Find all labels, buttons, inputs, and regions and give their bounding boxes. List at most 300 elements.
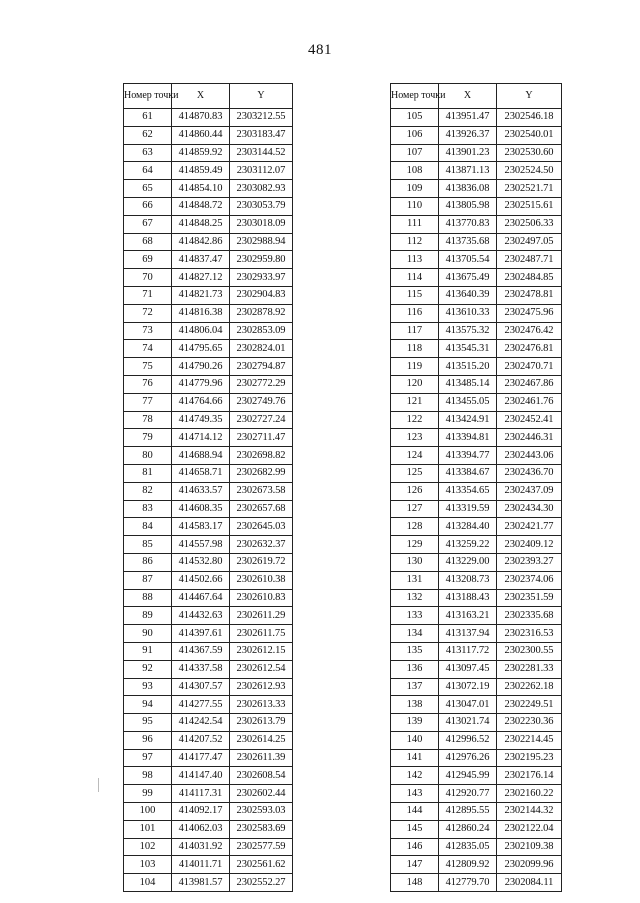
- table-row: [391, 838, 562, 856]
- table-body-left: [124, 109, 293, 892]
- point-number-cell: 114: [391, 269, 439, 287]
- table-row: [391, 696, 562, 714]
- table-row: [124, 642, 293, 660]
- x-coordinate-cell: 414367.59: [172, 642, 230, 660]
- point-number-cell: 143: [391, 785, 439, 803]
- x-coordinate-cell: 414790.26: [172, 358, 230, 376]
- x-coordinate-cell: 414608.35: [172, 500, 230, 518]
- table-row: [391, 251, 562, 269]
- y-coordinate-cell: 2303082.93: [230, 180, 293, 198]
- y-coordinate-cell: 2302657.68: [230, 500, 293, 518]
- point-number-cell: 146: [391, 838, 439, 856]
- y-coordinate-cell: 2302612.54: [230, 660, 293, 678]
- table-row: [124, 269, 293, 287]
- point-number-cell: 148: [391, 874, 439, 892]
- y-coordinate-cell: 2302436.70: [497, 464, 562, 482]
- x-coordinate-cell: 414848.25: [172, 215, 230, 233]
- x-coordinate-cell: 414337.58: [172, 660, 230, 678]
- table-row: [124, 411, 293, 429]
- y-coordinate-cell: 2302933.97: [230, 269, 293, 287]
- header-point-number: Номер точки: [391, 84, 439, 109]
- x-coordinate-cell: 413137.94: [439, 625, 497, 643]
- point-number-cell: 91: [124, 642, 172, 660]
- x-coordinate-cell: 413836.08: [439, 180, 497, 198]
- table-row: [124, 607, 293, 625]
- table-row: [124, 340, 293, 358]
- point-number-cell: 120: [391, 375, 439, 393]
- point-number-cell: 121: [391, 393, 439, 411]
- x-coordinate-cell: 414242.54: [172, 714, 230, 732]
- table-row: [391, 589, 562, 607]
- x-coordinate-cell: 414764.66: [172, 393, 230, 411]
- point-number-cell: 131: [391, 571, 439, 589]
- scan-artifact: [98, 778, 99, 792]
- table-row: [391, 553, 562, 571]
- table-row: [124, 322, 293, 340]
- y-coordinate-cell: 2302452.41: [497, 411, 562, 429]
- x-coordinate-cell: 412835.05: [439, 838, 497, 856]
- point-number-cell: 90: [124, 625, 172, 643]
- y-coordinate-cell: 2302698.82: [230, 447, 293, 465]
- table-row: [391, 304, 562, 322]
- point-number-cell: 142: [391, 767, 439, 785]
- y-coordinate-cell: 2302794.87: [230, 358, 293, 376]
- y-coordinate-cell: 2302262.18: [497, 678, 562, 696]
- point-number-cell: 119: [391, 358, 439, 376]
- table-row: [391, 358, 562, 376]
- y-coordinate-cell: 2302515.61: [497, 197, 562, 215]
- x-coordinate-cell: 414779.96: [172, 375, 230, 393]
- y-coordinate-cell: 2302195.23: [497, 749, 562, 767]
- x-coordinate-cell: 413981.57: [172, 874, 230, 892]
- x-coordinate-cell: 414816.38: [172, 304, 230, 322]
- point-number-cell: 124: [391, 447, 439, 465]
- point-number-cell: 88: [124, 589, 172, 607]
- x-coordinate-cell: 413951.47: [439, 109, 497, 127]
- point-number-cell: 98: [124, 767, 172, 785]
- x-coordinate-cell: 413675.49: [439, 269, 497, 287]
- point-number-cell: 61: [124, 109, 172, 127]
- x-coordinate-cell: 412996.52: [439, 731, 497, 749]
- table-row: [124, 215, 293, 233]
- point-number-cell: 100: [124, 803, 172, 821]
- table-body-right: [391, 109, 562, 892]
- table-row: [391, 464, 562, 482]
- table-row: [124, 625, 293, 643]
- table-row: [391, 820, 562, 838]
- point-number-cell: 71: [124, 286, 172, 304]
- table-row: [391, 340, 562, 358]
- y-coordinate-cell: 2302099.96: [497, 856, 562, 874]
- point-number-cell: 70: [124, 269, 172, 287]
- table-row: [391, 429, 562, 447]
- y-coordinate-cell: 2302335.68: [497, 607, 562, 625]
- point-number-cell: 134: [391, 625, 439, 643]
- y-coordinate-cell: 2302421.77: [497, 518, 562, 536]
- point-number-cell: 125: [391, 464, 439, 482]
- table-row: [391, 482, 562, 500]
- table-row: [391, 126, 562, 144]
- point-number-cell: 112: [391, 233, 439, 251]
- x-coordinate-cell: 414532.80: [172, 553, 230, 571]
- point-number-cell: 111: [391, 215, 439, 233]
- y-coordinate-cell: 2302470.71: [497, 358, 562, 376]
- table-row: [124, 571, 293, 589]
- table-row: [124, 180, 293, 198]
- y-coordinate-cell: 2302612.15: [230, 642, 293, 660]
- y-coordinate-cell: 2302583.69: [230, 820, 293, 838]
- y-coordinate-cell: 2302853.09: [230, 322, 293, 340]
- y-coordinate-cell: 2303144.52: [230, 144, 293, 162]
- x-coordinate-cell: 413545.31: [439, 340, 497, 358]
- y-coordinate-cell: 2302878.92: [230, 304, 293, 322]
- table-row: [124, 109, 293, 127]
- y-coordinate-cell: 2302824.01: [230, 340, 293, 358]
- x-coordinate-cell: 414633.57: [172, 482, 230, 500]
- y-coordinate-cell: 2302524.50: [497, 162, 562, 180]
- y-coordinate-cell: 2302300.55: [497, 642, 562, 660]
- x-coordinate-cell: 412976.26: [439, 749, 497, 767]
- x-coordinate-cell: 413229.00: [439, 553, 497, 571]
- x-coordinate-cell: 414011.71: [172, 856, 230, 874]
- y-coordinate-cell: 2302614.25: [230, 731, 293, 749]
- y-coordinate-cell: 2302611.75: [230, 625, 293, 643]
- x-coordinate-cell: 413163.21: [439, 607, 497, 625]
- point-number-cell: 68: [124, 233, 172, 251]
- point-number-cell: 145: [391, 820, 439, 838]
- point-number-cell: 78: [124, 411, 172, 429]
- y-coordinate-cell: 2302461.76: [497, 393, 562, 411]
- x-coordinate-cell: 414842.86: [172, 233, 230, 251]
- point-number-cell: 127: [391, 500, 439, 518]
- y-coordinate-cell: 2303053.79: [230, 197, 293, 215]
- x-coordinate-cell: 414827.12: [172, 269, 230, 287]
- x-coordinate-cell: 413901.23: [439, 144, 497, 162]
- table-row: [391, 269, 562, 287]
- point-number-cell: 92: [124, 660, 172, 678]
- y-coordinate-cell: 2302176.14: [497, 767, 562, 785]
- point-number-cell: 69: [124, 251, 172, 269]
- y-coordinate-cell: 2303112.07: [230, 162, 293, 180]
- y-coordinate-cell: 2302749.76: [230, 393, 293, 411]
- y-coordinate-cell: 2302476.81: [497, 340, 562, 358]
- x-coordinate-cell: 412809.92: [439, 856, 497, 874]
- x-coordinate-cell: 413424.91: [439, 411, 497, 429]
- header-y: Y: [230, 84, 293, 109]
- table-row: [124, 286, 293, 304]
- point-number-cell: 140: [391, 731, 439, 749]
- table-row: [124, 714, 293, 732]
- y-coordinate-cell: 2302109.38: [497, 838, 562, 856]
- point-number-cell: 85: [124, 536, 172, 554]
- coordinates-table-left: [123, 83, 293, 892]
- point-number-cell: 82: [124, 482, 172, 500]
- y-coordinate-cell: 2302577.59: [230, 838, 293, 856]
- x-coordinate-cell: 413047.01: [439, 696, 497, 714]
- point-number-cell: 64: [124, 162, 172, 180]
- x-coordinate-cell: 413515.20: [439, 358, 497, 376]
- y-coordinate-cell: 2302613.33: [230, 696, 293, 714]
- table-row: [124, 251, 293, 269]
- point-number-cell: 87: [124, 571, 172, 589]
- table-row: [124, 464, 293, 482]
- x-coordinate-cell: 414859.49: [172, 162, 230, 180]
- y-coordinate-cell: 2302602.44: [230, 785, 293, 803]
- table-row: [391, 874, 562, 892]
- y-coordinate-cell: 2302904.83: [230, 286, 293, 304]
- x-coordinate-cell: 412895.55: [439, 803, 497, 821]
- y-coordinate-cell: 2302484.85: [497, 269, 562, 287]
- x-coordinate-cell: 414859.92: [172, 144, 230, 162]
- point-number-cell: 97: [124, 749, 172, 767]
- point-number-cell: 136: [391, 660, 439, 678]
- x-coordinate-cell: 413072.19: [439, 678, 497, 696]
- table-row: [124, 553, 293, 571]
- header-x: X: [172, 84, 230, 109]
- y-coordinate-cell: 2302521.71: [497, 180, 562, 198]
- table-row: [124, 696, 293, 714]
- y-coordinate-cell: 2302446.31: [497, 429, 562, 447]
- table-row: [391, 180, 562, 198]
- x-coordinate-cell: 414658.71: [172, 464, 230, 482]
- y-coordinate-cell: 2302608.54: [230, 767, 293, 785]
- table-header-row: [391, 84, 562, 109]
- point-number-cell: 147: [391, 856, 439, 874]
- y-coordinate-cell: 2302409.12: [497, 536, 562, 554]
- y-coordinate-cell: 2302613.79: [230, 714, 293, 732]
- table-row: [391, 571, 562, 589]
- table-row: [391, 393, 562, 411]
- table-row: [124, 536, 293, 554]
- y-coordinate-cell: 2302988.94: [230, 233, 293, 251]
- x-coordinate-cell: 414854.10: [172, 180, 230, 198]
- header-x: X: [439, 84, 497, 109]
- y-coordinate-cell: 2302593.03: [230, 803, 293, 821]
- x-coordinate-cell: 414031.92: [172, 838, 230, 856]
- point-number-cell: 72: [124, 304, 172, 322]
- x-coordinate-cell: 413735.68: [439, 233, 497, 251]
- x-coordinate-cell: 414837.47: [172, 251, 230, 269]
- x-coordinate-cell: 414714.12: [172, 429, 230, 447]
- x-coordinate-cell: 413770.83: [439, 215, 497, 233]
- table-row: [391, 215, 562, 233]
- y-coordinate-cell: 2302393.27: [497, 553, 562, 571]
- y-coordinate-cell: 2302249.51: [497, 696, 562, 714]
- table-row: [391, 803, 562, 821]
- point-number-cell: 109: [391, 180, 439, 198]
- table-row: [124, 785, 293, 803]
- x-coordinate-cell: 414806.04: [172, 322, 230, 340]
- table-row: [124, 856, 293, 874]
- y-coordinate-cell: 2302281.33: [497, 660, 562, 678]
- point-number-cell: 73: [124, 322, 172, 340]
- table-row: [391, 714, 562, 732]
- y-coordinate-cell: 2302673.58: [230, 482, 293, 500]
- table-row: [391, 767, 562, 785]
- x-coordinate-cell: 413319.59: [439, 500, 497, 518]
- point-number-cell: 133: [391, 607, 439, 625]
- table-row: [391, 233, 562, 251]
- y-coordinate-cell: 2302552.27: [230, 874, 293, 892]
- table-row: [391, 500, 562, 518]
- y-coordinate-cell: 2303018.09: [230, 215, 293, 233]
- point-number-cell: 63: [124, 144, 172, 162]
- table-row: [124, 482, 293, 500]
- y-coordinate-cell: 2302351.59: [497, 589, 562, 607]
- y-coordinate-cell: 2302530.60: [497, 144, 562, 162]
- table-row: [124, 589, 293, 607]
- point-number-cell: 102: [124, 838, 172, 856]
- x-coordinate-cell: 412920.77: [439, 785, 497, 803]
- y-coordinate-cell: 2302214.45: [497, 731, 562, 749]
- y-coordinate-cell: 2302478.81: [497, 286, 562, 304]
- point-number-cell: 129: [391, 536, 439, 554]
- coordinates-table-right: [390, 83, 562, 892]
- y-coordinate-cell: 2302084.11: [497, 874, 562, 892]
- table-row: [124, 447, 293, 465]
- table-row: [391, 731, 562, 749]
- point-number-cell: 89: [124, 607, 172, 625]
- table-row: [124, 233, 293, 251]
- table-row: [124, 304, 293, 322]
- table-row: [391, 162, 562, 180]
- x-coordinate-cell: 414117.31: [172, 785, 230, 803]
- point-number-cell: 104: [124, 874, 172, 892]
- point-number-cell: 116: [391, 304, 439, 322]
- x-coordinate-cell: 414557.98: [172, 536, 230, 554]
- y-coordinate-cell: 2303183.47: [230, 126, 293, 144]
- point-number-cell: 138: [391, 696, 439, 714]
- x-coordinate-cell: 412945.99: [439, 767, 497, 785]
- x-coordinate-cell: 413926.37: [439, 126, 497, 144]
- point-number-cell: 96: [124, 731, 172, 749]
- x-coordinate-cell: 413455.05: [439, 393, 497, 411]
- y-coordinate-cell: 2302467.86: [497, 375, 562, 393]
- point-number-cell: 135: [391, 642, 439, 660]
- x-coordinate-cell: 413188.43: [439, 589, 497, 607]
- y-coordinate-cell: 2302497.05: [497, 233, 562, 251]
- table-row: [124, 500, 293, 518]
- header-point-number: Номер точки: [124, 84, 172, 109]
- y-coordinate-cell: 2302632.37: [230, 536, 293, 554]
- y-coordinate-cell: 2302506.33: [497, 215, 562, 233]
- table-row: [124, 375, 293, 393]
- y-coordinate-cell: 2302645.03: [230, 518, 293, 536]
- point-number-cell: 113: [391, 251, 439, 269]
- point-number-cell: 117: [391, 322, 439, 340]
- y-coordinate-cell: 2302959.80: [230, 251, 293, 269]
- table-row: [391, 536, 562, 554]
- x-coordinate-cell: 414795.65: [172, 340, 230, 358]
- x-coordinate-cell: 414277.55: [172, 696, 230, 714]
- table-row: [124, 393, 293, 411]
- table-row: [391, 197, 562, 215]
- y-coordinate-cell: 2302540.01: [497, 126, 562, 144]
- table-row: [124, 358, 293, 376]
- point-number-cell: 106: [391, 126, 439, 144]
- table-row: [391, 286, 562, 304]
- x-coordinate-cell: 414062.03: [172, 820, 230, 838]
- y-coordinate-cell: 2302443.06: [497, 447, 562, 465]
- x-coordinate-cell: 414688.94: [172, 447, 230, 465]
- point-number-cell: 108: [391, 162, 439, 180]
- point-number-cell: 105: [391, 109, 439, 127]
- x-coordinate-cell: 413259.22: [439, 536, 497, 554]
- y-coordinate-cell: 2302374.06: [497, 571, 562, 589]
- point-number-cell: 62: [124, 126, 172, 144]
- point-number-cell: 65: [124, 180, 172, 198]
- y-coordinate-cell: 2302561.62: [230, 856, 293, 874]
- y-coordinate-cell: 2302437.09: [497, 482, 562, 500]
- x-coordinate-cell: 412779.70: [439, 874, 497, 892]
- point-number-cell: 118: [391, 340, 439, 358]
- point-number-cell: 99: [124, 785, 172, 803]
- table-row: [391, 322, 562, 340]
- x-coordinate-cell: 413705.54: [439, 251, 497, 269]
- x-coordinate-cell: 414502.66: [172, 571, 230, 589]
- y-coordinate-cell: 2302476.42: [497, 322, 562, 340]
- point-number-cell: 139: [391, 714, 439, 732]
- table-row: [124, 126, 293, 144]
- point-number-cell: 115: [391, 286, 439, 304]
- point-number-cell: 79: [124, 429, 172, 447]
- x-coordinate-cell: 413871.13: [439, 162, 497, 180]
- table-row: [391, 678, 562, 696]
- x-coordinate-cell: 413640.39: [439, 286, 497, 304]
- point-number-cell: 94: [124, 696, 172, 714]
- table-row: [391, 749, 562, 767]
- y-coordinate-cell: 2302434.30: [497, 500, 562, 518]
- table-row: [391, 607, 562, 625]
- point-number-cell: 137: [391, 678, 439, 696]
- x-coordinate-cell: 414848.72: [172, 197, 230, 215]
- x-coordinate-cell: 413485.14: [439, 375, 497, 393]
- y-coordinate-cell: 2302144.32: [497, 803, 562, 821]
- point-number-cell: 67: [124, 215, 172, 233]
- table-row: [124, 144, 293, 162]
- y-coordinate-cell: 2302612.93: [230, 678, 293, 696]
- y-coordinate-cell: 2302487.71: [497, 251, 562, 269]
- page-number: 481: [308, 42, 332, 58]
- y-coordinate-cell: 2302772.29: [230, 375, 293, 393]
- y-coordinate-cell: 2302682.99: [230, 464, 293, 482]
- x-coordinate-cell: 413208.73: [439, 571, 497, 589]
- table-row: [124, 749, 293, 767]
- point-number-cell: 103: [124, 856, 172, 874]
- x-coordinate-cell: 413097.45: [439, 660, 497, 678]
- table-row: [391, 375, 562, 393]
- y-coordinate-cell: 2302610.83: [230, 589, 293, 607]
- y-coordinate-cell: 2302475.96: [497, 304, 562, 322]
- x-coordinate-cell: 413284.40: [439, 518, 497, 536]
- point-number-cell: 93: [124, 678, 172, 696]
- y-coordinate-cell: 2302610.38: [230, 571, 293, 589]
- x-coordinate-cell: 413384.67: [439, 464, 497, 482]
- x-coordinate-cell: 414307.57: [172, 678, 230, 696]
- table-row: [391, 625, 562, 643]
- x-coordinate-cell: 414467.64: [172, 589, 230, 607]
- x-coordinate-cell: 413394.81: [439, 429, 497, 447]
- x-coordinate-cell: 414821.73: [172, 286, 230, 304]
- x-coordinate-cell: 413575.32: [439, 322, 497, 340]
- table-row: [124, 660, 293, 678]
- point-number-cell: 122: [391, 411, 439, 429]
- table-row: [124, 838, 293, 856]
- point-number-cell: 123: [391, 429, 439, 447]
- point-number-cell: 95: [124, 714, 172, 732]
- table-row: [391, 660, 562, 678]
- x-coordinate-cell: 414749.35: [172, 411, 230, 429]
